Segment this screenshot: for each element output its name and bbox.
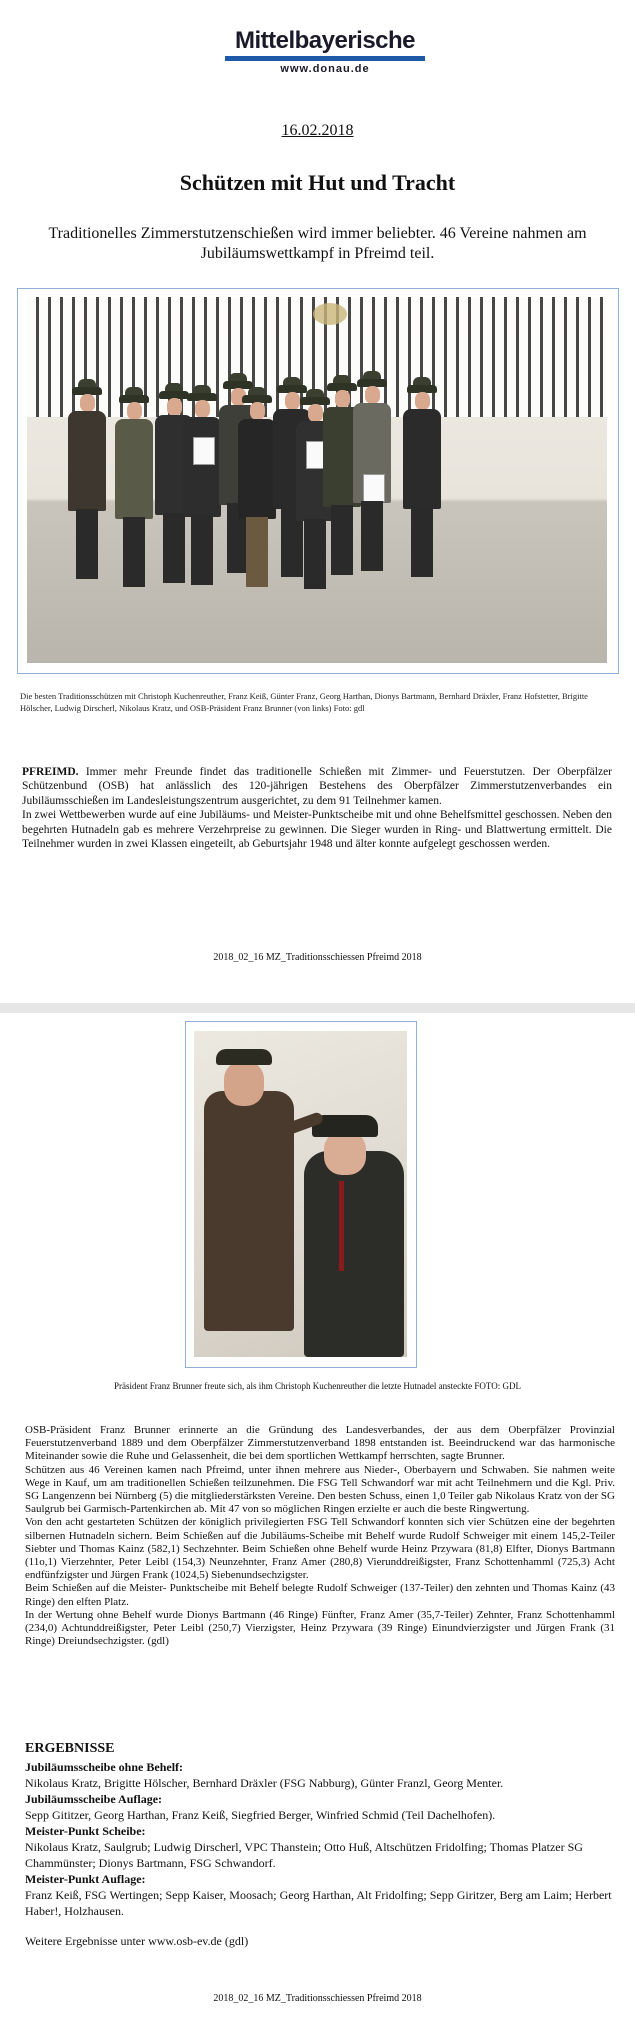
article-paragraph: Beim Schießen auf die Meister- Punktscheibe mit Behelf belegte Rudolf Schweiger (137-Teiler) den zehnten und Thomas Kainz (43 Ringe) den elften Platz. (25, 1582, 615, 1608)
figure-right-tie (339, 1181, 344, 1271)
group-photo-frame (17, 288, 619, 674)
page-footer-2: 2018_02_16 MZ_Traditionsschiessen Pfreimd 2018 (213, 1993, 422, 2004)
masthead-url[interactable]: www.donau.de (280, 63, 370, 75)
more-results-link[interactable]: Weitere Ergebnisse unter www.osb-ev.de (gdl) (25, 1934, 249, 1948)
article-paragraph: Von den acht gestarteten Schützen der königlich privilegierten FSG Tell Schwandorf konnten sich vier Schützen eine der begehrten silbernen Hutnadeln sichern. Beim Schießen auf die Jubiläums-Scheibe mit Behelf wurde Rudolf Schweiger mit einem 145,2-Teiler Siebter und Thomas Kainz (582,1) Sechzehnter. Beim Schießen ohne Behelf wurde Heinz Przywara (81,8) Elfter, Dionys Bartmann (11o,1) Vierzehnter, Peter Leibl (154,3) Neunzehnter, Franz Amer (280,8) Vierunddreißigster, Franz Schottenhamml (725,3) Acht endfünfzigster und Jürgen Frank (1024,5) Siebenundsechzigster. (25, 1516, 615, 1582)
masthead-name: Mittelbayerische (234, 27, 416, 54)
article-page-1 (0, 0, 635, 1003)
results-names: Sepp Gititzer, Georg Harthan, Franz Keiß, Siegfried Berger, Winfried Schmid (Teil Dachelhofen). (25, 1808, 496, 1822)
figure-right-jacket (304, 1151, 404, 1357)
article-subheadline: Traditionelles Zimmerstutzenschießen wird immer beliebter. 46 Vereine nahmen am Jubiläumswettkampf in Pfreimd teil. (48, 225, 587, 262)
group-photo-caption: Die besten Traditionsschützen mit Christoph Kuchenreuther, Franz Keiß, Günter Franz, Georg Harthan, Dionys Bartmann, Bernhard Dräxler, Franz Hofstetter, Brigitte Hölscher, Ludwig Dirscherl, Nikolaus Kratz, und OSB-Präsident Franz Brunner (von links) Foto: gdl (20, 691, 588, 713)
results-category: Jubiläumsscheibe Auflage: (25, 1792, 163, 1806)
page-separator (0, 1003, 635, 1013)
article-paragraph-2: In zwei Wettbewerben wurde auf eine Jubiläums- und Meister-Punktscheibe mit und ohne Behelfsmittel geschossen. Neben den begehrten Hutnadeln gab es mehrere Verzehrpreise zu gewinnen. Die Sieger wurden in Ring- und Blattwertung ermittelt. Die Teilnehmer wurden in zwei Klassen eingeteilt, ab Geburtsjahr 1948 und älter konnte aufgelegt geschossen werden. (22, 809, 612, 851)
article-body-continued (25, 1424, 615, 1648)
results-names: Franz Keiß, FSG Wertingen; Sepp Kaiser, Moosach; Georg Harthan, Alt Fridolfing; Sepp Giritzer, Berg am Laim; Herbert Haber!, Holzhausen. (25, 1888, 612, 1918)
figure-left-hat (216, 1049, 272, 1065)
results-category: Jubiläumsscheibe ohne Behelf: (25, 1760, 184, 1774)
results-names: Nikolaus Kratz, Brigitte Hölscher, Bernhard Dräxler (FSG Nabburg), Günter Franzl, Georg Menter. (25, 1776, 504, 1790)
masthead-bar (225, 56, 425, 61)
results-heading: ERGEBNISSE (25, 1741, 115, 1756)
figure-left-face (224, 1061, 264, 1106)
wall-emblem (313, 303, 347, 325)
results-category: Meister-Punkt Auflage: (25, 1872, 146, 1886)
masthead-logo[interactable] (215, 28, 435, 75)
article-date: 16.02.2018 (281, 122, 354, 139)
hatpin-photo-caption: Präsident Franz Brunner freute sich, als ihm Christoph Kuchenreuther die letzte Hutnadel ansteckte FOTO: GDL (114, 1381, 521, 1391)
results-category: Meister-Punkt Scheibe: (25, 1824, 146, 1838)
group-photo (27, 297, 607, 663)
article-paragraph: Schützen aus 46 Vereinen kamen nach Pfreimd, unter ihnen mehrere aus Nieder-, Oberbayern und Schwaben. Sie nahmen weite Wege in Kauf, um am traditionellen Schießen teilzunehmen. Die FSG Tell Schwandorf war mit acht Teilnehmern und die Kgl. Priv. SG Langenzenn bei Nürnberg (5) die mitgliederstärksten Vereine. Den besten Schuss, einen 1,0 Teiler gab Nikolaus Kratz von der SG Saulgrub bei Garmisch-Partenkirchen ab. Mit 47 von so möglichen Ringen erzielte er auch die beste Ringwertung. (25, 1463, 615, 1516)
results-section (25, 1741, 615, 1949)
hatpin-photo-frame (185, 1021, 417, 1368)
article-page-2 (0, 1013, 635, 2018)
page-footer-1: 2018_02_16 MZ_Traditionsschiessen Pfreimd 2018 (213, 952, 422, 963)
article-dateline: PFREIMD. (22, 766, 79, 778)
results-names: Nikolaus Kratz, Saulgrub; Ludwig Dirscherl, VPC Thanstein; Otto Huß, Altschützen Fridolfing; Thomas Platzer SG Chammünster; Dionys Bartmann, FSG Schwandorf. (25, 1840, 583, 1870)
article-paragraph-1: Immer mehr Freunde findet das traditionelle Schießen mit Zimmer- und Feuerstutzen. Der Oberpfälzer Schützenbund (OSB) hat anlässlich des 120-jährigen Bestehens des Oberpfälzer Zimmerstutzenverbandes ein Jubiläumsschießen im Landesleistungszentrum ausgerichtet, zu dem 91 Teilnehmer kamen. (22, 766, 612, 807)
article-body (22, 765, 612, 851)
article-headline: Schützen mit Hut und Tracht (179, 170, 456, 195)
article-paragraph: OSB-Präsident Franz Brunner erinnerte an die Gründung des Landesverbandes, der aus dem Oberpfälzer Provinzial Feuerstutzenverband 1889 und dem Oberpfälzer Zimmerstutzenverband 1898 entstanden ist. Beeindruckend war das harmonische Miteinander sowie die Ruhe und Gelassenheit, die bei dem sportlichen Wettkampf herrschten, sagte Brunner. (25, 1424, 615, 1463)
hatpin-photo (194, 1031, 407, 1357)
figure-right-face (324, 1131, 366, 1175)
article-paragraph: In der Wertung ohne Behelf wurde Dionys Bartmann (46 Ringe) Fünfter, Franz Amer (35,7-Teiler) Zehnter, Franz Schottenhamml (234,0) Achtunddreißigster, Peter Leibl (250,7) Vierzigster, Heinz Przywara (39 Ringe) Einundvierzigster und Jürgen Frank (31 Ringe) Dreiundsechzigster. (gdl) (25, 1608, 615, 1648)
